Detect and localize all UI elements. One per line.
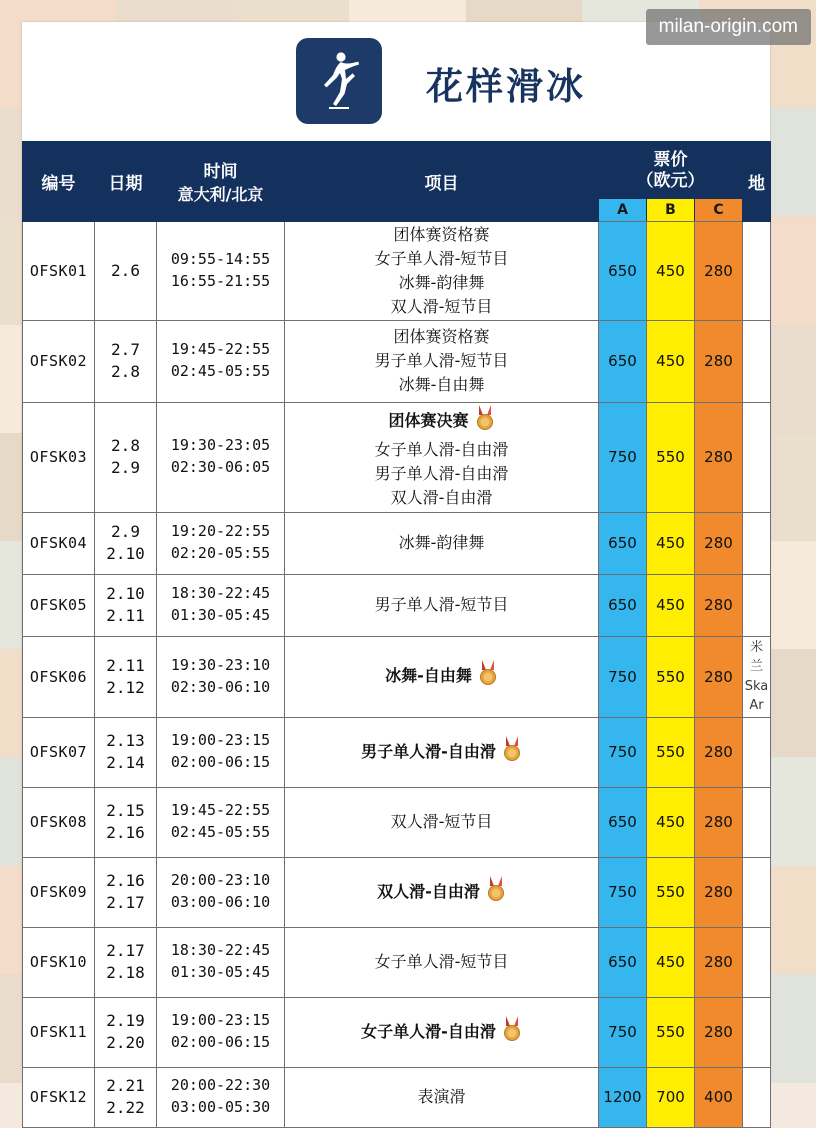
row-price-b: 450 — [647, 574, 695, 636]
header-event: 项目 — [285, 142, 599, 222]
table-row — [23, 320, 771, 402]
row-venue — [743, 402, 771, 512]
row-date: 2.13 2.14 — [95, 717, 157, 787]
row-price-b: 450 — [647, 512, 695, 574]
schedule-poster — [22, 22, 770, 1117]
schedule-table — [22, 141, 771, 1128]
row-date: 2.19 2.20 — [95, 997, 157, 1067]
medal-icon — [502, 1016, 522, 1049]
price-tier-c: C — [695, 199, 742, 221]
row-date: 2.17 2.18 — [95, 927, 157, 997]
row-time: 19:00-23:15 02:00-06:15 — [157, 717, 285, 787]
row-price-b: 550 — [647, 717, 695, 787]
row-price-b: 550 — [647, 997, 695, 1067]
row-price-c: 280 — [695, 857, 743, 927]
header-code: 编号 — [23, 142, 95, 222]
row-event: 女子单人滑-自由滑 — [285, 997, 599, 1067]
table-row — [23, 787, 771, 857]
row-price-b: 450 — [647, 927, 695, 997]
table-row — [23, 574, 771, 636]
table-header-row — [23, 142, 771, 222]
row-date: 2.7 2.8 — [95, 320, 157, 402]
row-price-c: 280 — [695, 320, 743, 402]
row-venue: 米 兰 Ska Ar — [743, 636, 771, 717]
table-row — [23, 717, 771, 787]
row-code: OFSK05 — [23, 574, 95, 636]
row-time: 20:00-23:10 03:00-06:10 — [157, 857, 285, 927]
table-row — [23, 512, 771, 574]
table-row — [23, 997, 771, 1067]
row-price-c: 280 — [695, 402, 743, 512]
row-price-a: 750 — [599, 717, 647, 787]
row-time: 20:00-22:30 03:00-05:30 — [157, 1067, 285, 1127]
row-price-c: 400 — [695, 1067, 743, 1127]
medal-icon — [486, 876, 506, 909]
row-code: OFSK08 — [23, 787, 95, 857]
row-date: 2.8 2.9 — [95, 402, 157, 512]
row-price-a: 650 — [599, 221, 647, 320]
table-row — [23, 927, 771, 997]
row-venue — [743, 717, 771, 787]
watermark: milan-origin.com — [646, 9, 811, 45]
row-event: 冰舞-自由舞 — [285, 636, 599, 717]
row-price-a: 750 — [599, 997, 647, 1067]
row-price-b: 700 — [647, 1067, 695, 1127]
row-event: 团体赛决赛 女子单人滑-自由滑 男子单人滑-自由滑 双人滑-自由滑 — [285, 402, 599, 512]
header-time — [157, 142, 285, 222]
row-time: 19:45-22:55 02:45-05:55 — [157, 320, 285, 402]
row-date: 2.10 2.11 — [95, 574, 157, 636]
row-event: 男子单人滑-短节目 — [285, 574, 599, 636]
row-time: 19:30-23:05 02:30-06:05 — [157, 402, 285, 512]
medal-icon — [475, 405, 495, 438]
medal-icon — [502, 736, 522, 769]
row-date: 2.9 2.10 — [95, 512, 157, 574]
row-time: 19:45-22:55 02:45-05:55 — [157, 787, 285, 857]
row-date: 2.16 2.17 — [95, 857, 157, 927]
row-price-b: 550 — [647, 636, 695, 717]
row-event: 双人滑-短节目 — [285, 787, 599, 857]
table-row — [23, 1067, 771, 1127]
row-price-a: 750 — [599, 857, 647, 927]
row-venue — [743, 997, 771, 1067]
row-price-c: 280 — [695, 574, 743, 636]
row-event: 男子单人滑-自由滑 — [285, 717, 599, 787]
row-event: 女子单人滑-短节目 — [285, 927, 599, 997]
price-tier-bar — [599, 199, 742, 221]
header-price-line2: （欧元） — [636, 171, 705, 192]
header-price-line1: 票价 — [653, 150, 688, 170]
row-date: 2.21 2.22 — [95, 1067, 157, 1127]
row-venue — [743, 927, 771, 997]
row-price-a: 750 — [599, 636, 647, 717]
row-code: OFSK02 — [23, 320, 95, 402]
row-price-a: 750 — [599, 402, 647, 512]
row-time: 09:55-14:55 16:55-21:55 — [157, 221, 285, 320]
row-venue — [743, 512, 771, 574]
row-code: OFSK11 — [23, 997, 95, 1067]
row-price-b: 550 — [647, 402, 695, 512]
row-price-c: 280 — [695, 221, 743, 320]
row-time: 19:20-22:55 02:20-05:55 — [157, 512, 285, 574]
row-time: 19:00-23:15 02:00-06:15 — [157, 997, 285, 1067]
row-price-c: 280 — [695, 717, 743, 787]
row-event: 冰舞-韵律舞 — [285, 512, 599, 574]
table-row — [23, 636, 771, 717]
row-price-a: 650 — [599, 787, 647, 857]
row-code: OFSK01 — [23, 221, 95, 320]
row-price-b: 450 — [647, 320, 695, 402]
medal-icon — [478, 660, 498, 693]
header-price — [599, 142, 743, 222]
row-event: 团体赛资格赛 男子单人滑-短节目 冰舞-自由舞 — [285, 320, 599, 402]
row-price-b: 450 — [647, 787, 695, 857]
row-time: 18:30-22:45 01:30-05:45 — [157, 574, 285, 636]
row-price-c: 280 — [695, 512, 743, 574]
price-tier-b: B — [647, 199, 695, 221]
row-venue — [743, 574, 771, 636]
figure-skater-icon — [296, 38, 382, 124]
header-venue: 地 — [743, 142, 771, 222]
table-body — [23, 221, 771, 1127]
header-time-line2: 意大利/北京 — [177, 185, 264, 205]
row-code: OFSK12 — [23, 1067, 95, 1127]
table-row — [23, 857, 771, 927]
row-event: 双人滑-自由滑 — [285, 857, 599, 927]
row-venue — [743, 1067, 771, 1127]
header-time-line1: 时间 — [203, 162, 238, 183]
row-price-a: 1200 — [599, 1067, 647, 1127]
row-price-c: 280 — [695, 997, 743, 1067]
row-venue — [743, 221, 771, 320]
price-tier-a: A — [599, 199, 647, 221]
row-code: OFSK03 — [23, 402, 95, 512]
row-price-a: 650 — [599, 574, 647, 636]
row-code: OFSK07 — [23, 717, 95, 787]
row-price-c: 280 — [695, 636, 743, 717]
row-code: OFSK06 — [23, 636, 95, 717]
table-row — [23, 221, 771, 320]
row-time: 18:30-22:45 01:30-05:45 — [157, 927, 285, 997]
row-price-a: 650 — [599, 512, 647, 574]
row-venue — [743, 787, 771, 857]
row-venue — [743, 857, 771, 927]
row-time: 19:30-23:10 02:30-06:10 — [157, 636, 285, 717]
header-date: 日期 — [95, 142, 157, 222]
row-event: 表演滑 — [285, 1067, 599, 1127]
row-price-c: 280 — [695, 787, 743, 857]
row-event: 团体赛资格赛 女子单人滑-短节目 冰舞-韵律舞 双人滑-短节目 — [285, 221, 599, 320]
row-price-c: 280 — [695, 927, 743, 997]
row-code: OFSK10 — [23, 927, 95, 997]
row-code: OFSK04 — [23, 512, 95, 574]
row-date: 2.15 2.16 — [95, 787, 157, 857]
row-price-b: 450 — [647, 221, 695, 320]
row-price-a: 650 — [599, 320, 647, 402]
table-row — [23, 402, 771, 512]
row-price-b: 550 — [647, 857, 695, 927]
row-price-a: 650 — [599, 927, 647, 997]
page-title: 花样滑冰 — [426, 65, 586, 108]
row-date: 2.6 — [95, 221, 157, 320]
row-date: 2.11 2.12 — [95, 636, 157, 717]
row-code: OFSK09 — [23, 857, 95, 927]
row-venue — [743, 320, 771, 402]
